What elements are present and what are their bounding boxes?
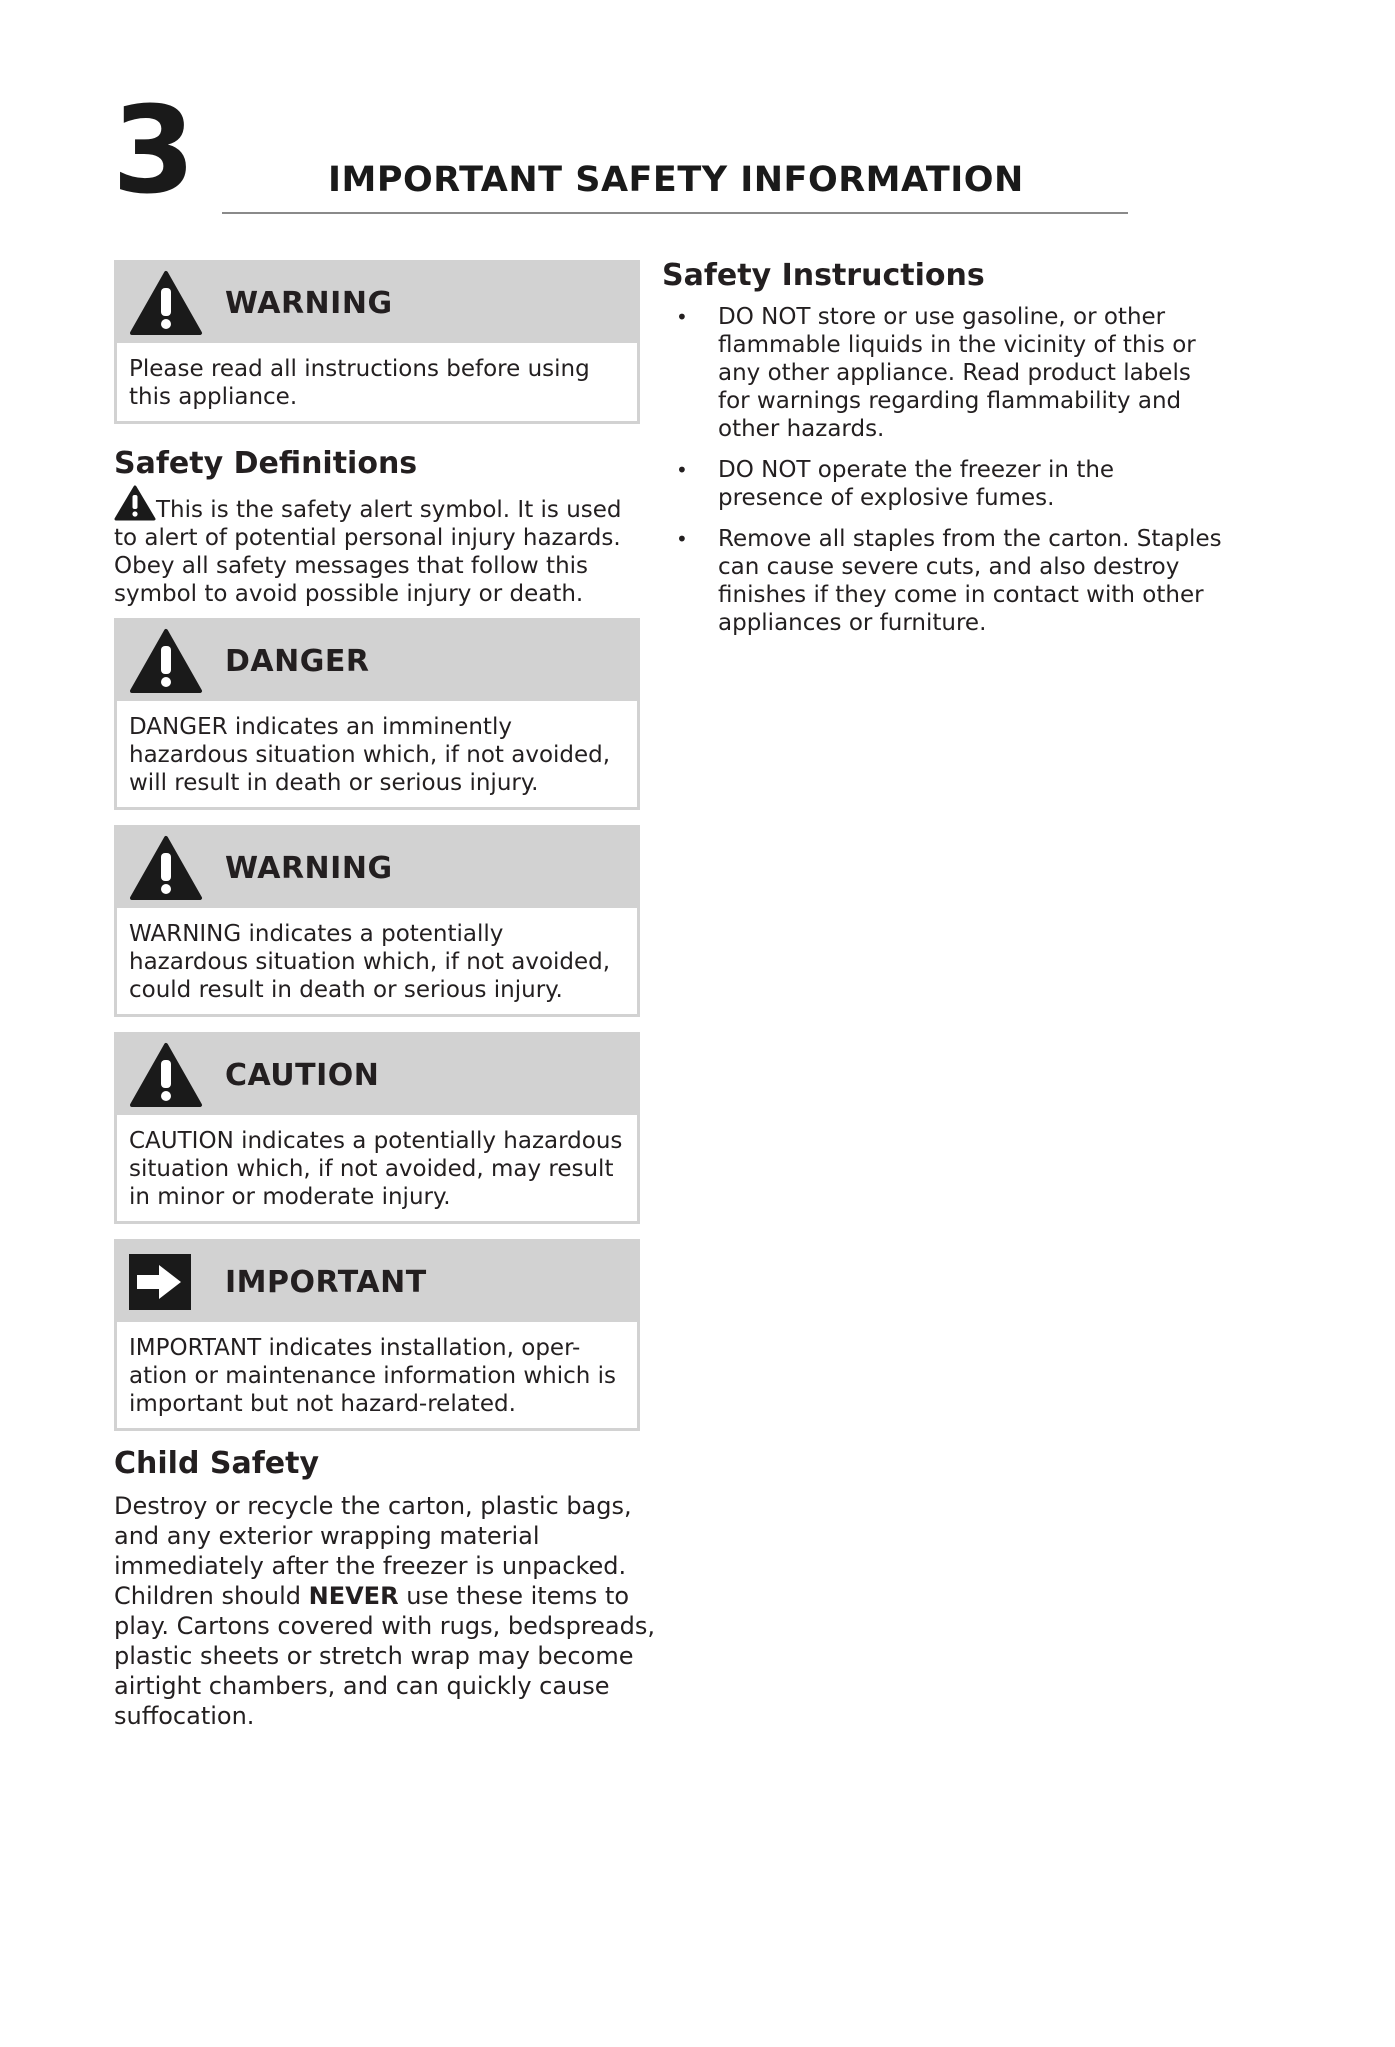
box-label: IMPORTANT: [225, 1264, 427, 1300]
page-title: IMPORTANT SAFETY INFORMATION: [328, 160, 1024, 200]
list-item: [662, 303, 1222, 443]
chapter-number: 3: [112, 82, 194, 221]
warning-triangle-icon: [129, 1041, 205, 1109]
child-safety-emphasis: NEVER: [308, 1582, 399, 1610]
box-body: IMPORTANT indicates installation, oper-ation or maintenance information which is important but not hazard-related.: [117, 1322, 637, 1428]
danger-box: [114, 618, 640, 810]
safety-alert-symbol-icon: [114, 485, 156, 521]
safety-definitions-heading: Safety Definitions: [114, 446, 418, 481]
box-body: Please read all instructions before using this appliance.: [117, 343, 637, 421]
child-safety-text-after: use these items to play. Cartons covered with rugs, bedspreads, plastic sheets or stretch wrap may become airtight chambers, and can quickly cause suffocation.: [114, 1582, 656, 1730]
safety-definitions-body: This is the safety alert symbol. It is used to alert of potential personal injury hazards. Obey all safety messages that follow this symbol to avoid possible injury or death.: [114, 497, 622, 607]
safety-instructions-list: [662, 303, 1222, 637]
safety-definitions-text: [114, 485, 640, 608]
bullet-icon: •: [676, 458, 688, 482]
box-body: WARNING indicates a potentially hazardous situation which, if not avoided, could result in death or serious injury.: [117, 908, 637, 1014]
warning-triangle-icon: [129, 834, 205, 902]
list-item-text: DO NOT store or use gasoline, or other flammable liquids in the vicinity of this or any other appliance. Read product labels for warnings regarding flammability and other hazards.: [718, 304, 1196, 442]
intro-warning-box: [114, 260, 640, 424]
box-header: [117, 621, 637, 701]
box-label: WARNING: [225, 285, 393, 321]
list-item: [662, 456, 1222, 512]
list-item-text: Remove all staples from the carton. Staples can cause severe cuts, and also destroy finishes if they come in contact with other appliances or furniture.: [718, 526, 1222, 636]
box-header: [117, 1242, 637, 1322]
box-label: CAUTION: [225, 1057, 380, 1093]
caution-box: [114, 1032, 640, 1224]
list-item-text: DO NOT operate the freezer in the presence of explosive fumes.: [718, 457, 1115, 511]
child-safety-heading: Child Safety: [114, 1446, 320, 1481]
list-item: [662, 525, 1222, 637]
title-divider: [222, 212, 1128, 214]
child-safety-text-before: Destroy or recycle the carton, plastic bags, and any exterior wrapping material immediately after the freezer is unpacked. Children should: [114, 1492, 632, 1610]
box-header: [117, 1035, 637, 1115]
warning-box: [114, 825, 640, 1017]
left-column: [114, 260, 656, 1731]
box-label: WARNING: [225, 850, 393, 886]
box-body: CAUTION indicates a potentially hazardous situation which, if not avoided, may result in minor or moderate injury.: [117, 1115, 637, 1221]
arrow-right-icon: [129, 1248, 205, 1316]
warning-triangle-icon: [129, 627, 205, 695]
bullet-icon: •: [676, 305, 688, 329]
box-header: [117, 263, 637, 343]
important-box: [114, 1239, 640, 1431]
box-header: [117, 828, 637, 908]
bullet-icon: •: [676, 527, 688, 551]
box-body: DANGER indicates an imminently hazardous situation which, if not avoided, will result in death or serious injury.: [117, 701, 637, 807]
box-label: DANGER: [225, 643, 370, 679]
warning-triangle-icon: [129, 269, 205, 337]
child-safety-text: [114, 1491, 674, 1731]
right-column: [662, 258, 1222, 650]
safety-instructions-heading: Safety Instructions: [662, 258, 985, 293]
